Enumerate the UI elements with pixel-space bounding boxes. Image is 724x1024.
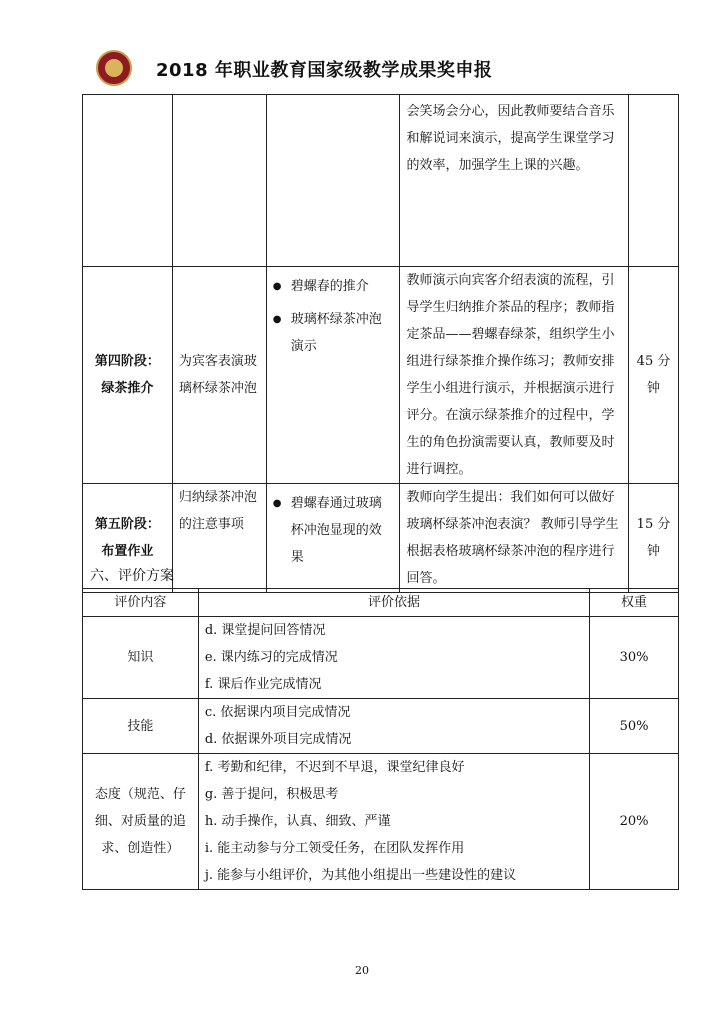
list-item: i. 能主动参与分工领受任务，在团队发挥作用 bbox=[204, 841, 465, 856]
column-header: 权重 bbox=[590, 589, 679, 617]
school-logo-icon bbox=[96, 50, 132, 86]
process-cell: 教师演示向宾客介绍表演的流程，引导学生归纳推介茶品的程序；教师指定茶品——碧螺春绿茶，组织学生小组进行绿茶推介操作练习；教师安排学生小组进行演示，并根据演示进行评分。在演示绿茶推介的过程中，学生的角色扮演需要认真，教师要及时进行调控。 bbox=[400, 267, 629, 484]
table-header-row bbox=[83, 589, 679, 617]
list-item: ● 碧螺春的推介 bbox=[273, 273, 394, 300]
list-item: ● 碧螺春通过玻璃杯冲泡显现的效果 bbox=[273, 490, 394, 571]
list-item: c. 依据课内项目完成情况 bbox=[204, 705, 351, 720]
points-cell bbox=[266, 95, 400, 267]
column-header: 评价依据 bbox=[198, 589, 589, 617]
points-cell bbox=[266, 484, 400, 593]
list-item: f. 考勤和纪律，不迟到不早退，课堂纪律良好 bbox=[204, 760, 465, 775]
list-item: d. 依据课外项目完成情况 bbox=[204, 732, 352, 747]
eval-weight: 30% bbox=[590, 617, 679, 699]
teaching-plan-table bbox=[82, 94, 679, 593]
eval-weight: 50% bbox=[590, 699, 679, 754]
content-cell: 归纳绿茶冲泡的注意事项 bbox=[172, 484, 266, 593]
list-item: g. 善于提问，积极思考 bbox=[204, 787, 339, 802]
eval-weight: 20% bbox=[590, 754, 679, 890]
page-header bbox=[96, 44, 696, 88]
time-cell bbox=[629, 95, 679, 267]
eval-item: 态度（规范、仔细、对质量的追求、创造性） bbox=[83, 754, 199, 890]
list-item: h. 动手操作，认真、细致、严谨 bbox=[204, 814, 391, 829]
column-header: 评价内容 bbox=[83, 589, 199, 617]
eval-criteria bbox=[198, 617, 589, 699]
page-number: 20 bbox=[355, 964, 369, 977]
list-item: f. 课后作业完成情况 bbox=[204, 677, 322, 692]
eval-criteria bbox=[198, 699, 589, 754]
stage-cell bbox=[83, 95, 173, 267]
eval-item: 知识 bbox=[83, 617, 199, 699]
list-item: ● 玻璃杯绿茶冲泡演示 bbox=[273, 306, 394, 360]
table-row bbox=[83, 617, 679, 699]
stage-cell: 第四阶段：绿茶推介 bbox=[83, 267, 173, 484]
list-item: e. 课内练习的完成情况 bbox=[204, 650, 338, 665]
time-cell: 45 分钟 bbox=[629, 267, 679, 484]
evaluation-table bbox=[82, 588, 679, 890]
table-row bbox=[83, 699, 679, 754]
time-cell: 15 分钟 bbox=[629, 484, 679, 593]
process-cell: 教师向学生提出：我们如何可以做好玻璃杯绿茶冲泡表演？ 教师引导学生根据表格玻璃杯绿茶冲泡的程序进行回答。 bbox=[400, 484, 629, 593]
table-row bbox=[83, 267, 679, 484]
stage-cell: 第五阶段：布置作业 bbox=[83, 484, 173, 593]
eval-criteria bbox=[198, 754, 589, 890]
table-row bbox=[83, 95, 679, 267]
page-title: 2018 年职业教育国家级教学成果奖申报 bbox=[156, 60, 493, 81]
section-title: 六、评价方案 bbox=[90, 568, 174, 584]
content-cell: 为宾客表演玻璃杯绿茶冲泡 bbox=[172, 267, 266, 484]
list-item: j. 能参与小组评价，为其他小组提出一些建设性的建议 bbox=[204, 868, 517, 883]
table-row bbox=[83, 754, 679, 890]
list-item: d. 课堂提问回答情况 bbox=[204, 623, 326, 638]
process-cell: 会笑场会分心，因此教师要结合音乐和解说词来演示，提高学生课堂学习的效率，加强学生上课的兴趣。 bbox=[400, 95, 629, 267]
content-cell bbox=[172, 95, 266, 267]
points-cell bbox=[266, 267, 400, 484]
eval-item: 技能 bbox=[83, 699, 199, 754]
